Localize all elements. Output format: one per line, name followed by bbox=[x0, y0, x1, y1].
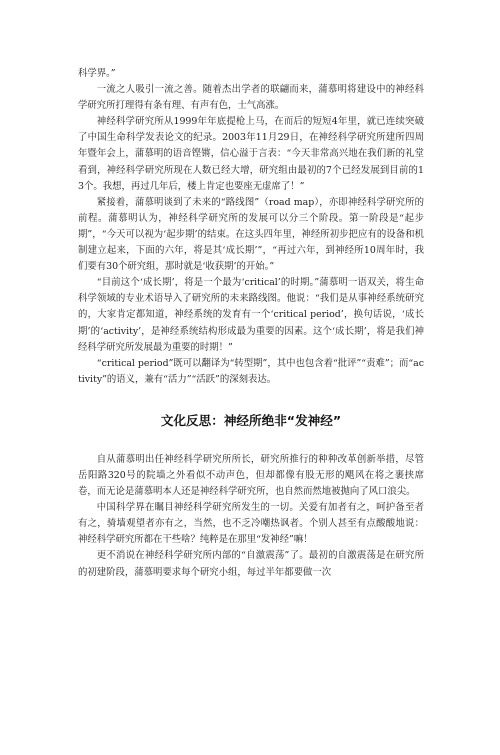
paragraph: 一流之人吸引一流之善。随着杰出学者的联翩而来，蒲慕明将建设中的神经科学研究所打理得有条有理、有声有色，士气高涨。 bbox=[78, 84, 424, 112]
section-heading: 文化反思：神经所绝非“发神经” bbox=[160, 412, 342, 428]
paragraph: “critical period”既可以翻译为“转型期”，其中也包含着“批评”“责难”；而“activity”的语义，兼有“活力”“活跃”的深刻表达。 bbox=[78, 357, 425, 385]
paragraph: “目前这个‘成长期’，将是一个最为‘critical’的时期。”蒲慕明一语双关，将生命科学领域的专业术语导入了研究所的未来路线图。他说：“我们是从事神经系统研究的，大家肯定都知道，神经系统的发育有一个‘critical period’，换句话说，‘成长期’的‘activity’，是神经系统结构形成最为重要的因素。这个‘成长期’，将是我们神经科学研究所发展最为重要的时期！” bbox=[78, 277, 424, 353]
paragraph-continuation: 科学界。” bbox=[78, 68, 116, 79]
paragraph: 更不消说在神经科学研究所内部的“自激震荡”了。最初的自激震荡是在研究所的初建阶段，蒲慕明要求每个研究小组，每过半年都要做一次 bbox=[78, 550, 424, 578]
paragraph: 紧接着，蒲慕明谈到了未来的“路线图”（road map），亦即神经科学研究所的前程。蒲慕明认为，神经科学研究所的发展可以分三个阶段。第一阶段是“起步期”，“今天可以视为‘起步期’的结束。在这头四年里，神经所初步把应有的设备和机制建立起来，下面的六年，将是其‘成长期’”，“再过六年，到神经所10周年时，我们要有30个研究组，那时就是‘收获期’的开始。” bbox=[78, 196, 424, 273]
paragraph: 神经科学研究所从1999年年底提枪上马，在而后的短短4年里，就已连续突破了中国生命科学发表论文的纪录。2003年11月29日，在神经科学研究所建所四周年暨年会上，蒲慕明的语音铿锵，信心溢于言表：“今天非常高兴地在我们新的礼堂看到，神经科学研究所现在人数已经大增，研究组由最初的7个已经发展到目前的13个。我想，再过几年后，楼上肯定也要座无虚席了！” bbox=[78, 116, 424, 192]
paragraph: 中国科学界在瞩目神经科学研究所发生的一切。关爱有加者有之，呵护备至者有之，骑墙观望者亦有之，当然，也不乏冷嘲热讽者。个别人甚至有点酸酸地说：神经科学研究所都在干些啥？纯粹是在那里“发神经”嘛！ bbox=[78, 502, 424, 546]
document-page bbox=[78, 66, 424, 581]
paragraph: 自从蒲慕明出任神经科学研究所所长，研究所推行的种种改革创新举措，尽管岳阳路320号的院墙之外看似不动声色，但却都像有股无形的飓风在将之裹挟席卷，而无论是蒲慕明本人还是神经科学研究所，也自然而然地被抛向了风口浪尖。 bbox=[78, 453, 424, 498]
